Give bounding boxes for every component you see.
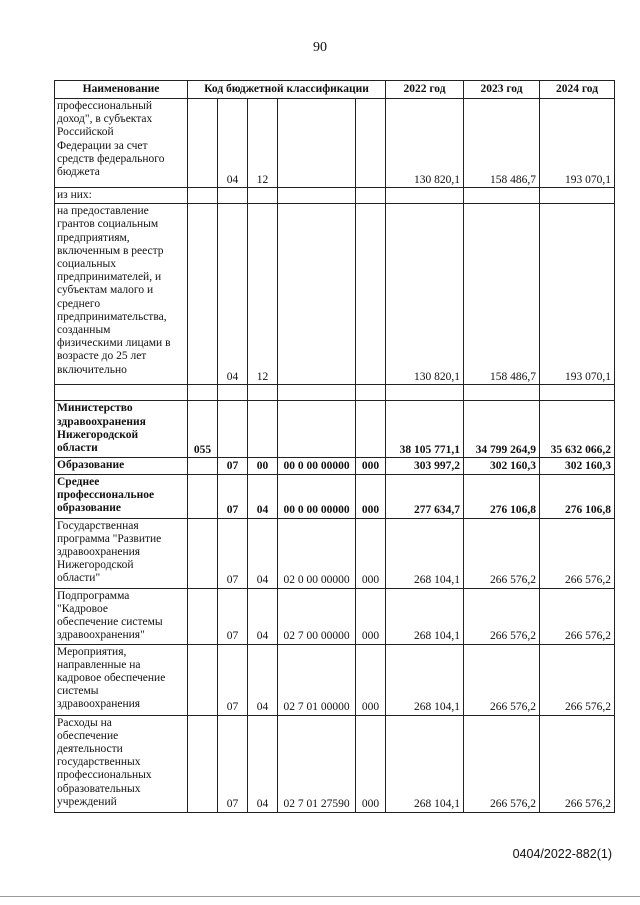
cell-csr: 00 0 00 00000: [278, 474, 356, 518]
cell-v2024: 276 106,8: [540, 474, 615, 518]
cell-v2022: 268 104,1: [386, 644, 464, 715]
cell-csr: 02 7 01 00000: [278, 644, 356, 715]
row-name-line: здравоохранения": [57, 629, 145, 642]
cell-v2023: 266 576,2: [464, 644, 540, 715]
cell-vr: 000: [356, 458, 386, 474]
row-name-line: здравоохранения: [57, 698, 141, 711]
cell-v2022: [386, 385, 464, 401]
row-name-line: Российской: [57, 126, 114, 139]
cell-v2024: 302 160,3: [540, 458, 615, 474]
cell-csr: [278, 188, 356, 204]
row-name-line: области": [57, 572, 101, 585]
cell-rz: 07: [218, 518, 248, 588]
cell-v2023: 266 576,2: [464, 588, 540, 644]
row-name-line: Нижегородской: [57, 428, 139, 441]
cell-v2024: [540, 188, 615, 204]
cell-csr: [278, 99, 356, 188]
header-2024: 2024 год: [540, 81, 615, 99]
budget-table: [54, 80, 615, 813]
row-name: [55, 99, 188, 188]
cell-vr: 000: [356, 518, 386, 588]
row-name-line: программа "Развитие: [57, 532, 162, 545]
row-name-line: кадровое обеспечение: [57, 672, 166, 685]
row-name-line: включительно: [57, 363, 127, 376]
row-name-line: Нижегородской: [57, 559, 134, 572]
cell-ved: [188, 715, 218, 812]
cell-ved: [188, 204, 218, 385]
cell-vr: 000: [356, 644, 386, 715]
cell-pr: 04: [248, 518, 278, 588]
cell-rz: 07: [218, 474, 248, 518]
row-name-line: Подпрограмма: [57, 589, 130, 602]
cell-rz: 07: [218, 715, 248, 812]
page-number: 90: [313, 40, 327, 55]
cell-v2022: 268 104,1: [386, 715, 464, 812]
row-name-line: Государственная: [57, 519, 139, 532]
cell-ved: [188, 644, 218, 715]
table-row: [55, 518, 615, 588]
row-name-line: Федерации за счет: [57, 139, 148, 152]
cell-v2022: [386, 188, 464, 204]
header-row: [55, 81, 615, 99]
cell-vr: [356, 99, 386, 188]
cell-rz: 07: [218, 458, 248, 474]
row-name-line: созданным: [57, 324, 111, 337]
row-name-line: профессиональных: [57, 769, 152, 782]
row-name-line: образование: [57, 502, 121, 515]
row-name-line: социальных: [57, 258, 116, 271]
cell-v2024: 266 576,2: [540, 588, 615, 644]
row-name-line: здравоохранения: [57, 546, 141, 559]
cell-v2024: 193 070,1: [540, 204, 615, 385]
cell-v2023: 266 576,2: [464, 518, 540, 588]
row-name-line: образовательных: [57, 782, 141, 795]
cell-v2023: 158 486,7: [464, 204, 540, 385]
cell-v2023: 302 160,3: [464, 458, 540, 474]
cell-ved: [188, 385, 218, 401]
cell-rz: 07: [218, 644, 248, 715]
row-name-line: обеспечение системы: [57, 616, 163, 629]
header-code: Код бюджетной классификации: [188, 81, 386, 99]
row-name-line: субъектам малого и: [57, 284, 154, 297]
cell-pr: 00: [248, 458, 278, 474]
cell-csr: 02 7 01 27590: [278, 715, 356, 812]
cell-csr: [278, 385, 356, 401]
cell-rz: [218, 401, 248, 458]
row-name-line: системы: [57, 685, 99, 698]
row-name-line: доход", в субъектах: [57, 113, 153, 126]
cell-pr: 04: [248, 644, 278, 715]
cell-rz: 07: [218, 588, 248, 644]
row-name-line: направленные на: [57, 658, 141, 671]
row-name-line: Среднее: [57, 475, 100, 488]
cell-ved: [188, 474, 218, 518]
row-name: [55, 188, 188, 204]
cell-ved: [188, 588, 218, 644]
cell-vr: [356, 385, 386, 401]
table-row: [55, 188, 615, 204]
cell-v2022: 303 997,2: [386, 458, 464, 474]
cell-ved: 055: [188, 401, 218, 458]
row-name-line: включенным в реестр: [57, 244, 164, 257]
cell-csr: [278, 401, 356, 458]
cell-pr: [248, 385, 278, 401]
cell-v2022: 130 820,1: [386, 204, 464, 385]
cell-v2022: 130 820,1: [386, 99, 464, 188]
cell-v2023: 34 799 264,9: [464, 401, 540, 458]
row-name-line: среднего: [57, 297, 101, 310]
cell-v2023: 158 486,7: [464, 99, 540, 188]
row-name-line: учреждений: [57, 795, 117, 808]
row-name-line: грантов социальным: [57, 218, 159, 231]
row-name-line: средств федерального: [57, 152, 165, 165]
cell-pr: 12: [248, 99, 278, 188]
cell-ved: [188, 518, 218, 588]
row-name: [55, 588, 188, 644]
row-name-line: Мероприятия,: [57, 645, 127, 658]
table-row: [55, 474, 615, 518]
cell-vr: [356, 204, 386, 385]
header-name: Наименование: [55, 81, 188, 99]
row-name-line: обеспечение: [57, 729, 119, 742]
cell-pr: 12: [248, 204, 278, 385]
cell-v2024: 266 576,2: [540, 518, 615, 588]
cell-v2023: 266 576,2: [464, 715, 540, 812]
cell-csr: 00 0 00 00000: [278, 458, 356, 474]
row-name-line: предприятиям,: [57, 231, 130, 244]
row-name: [55, 715, 188, 812]
row-name-line: профессиональный: [57, 100, 152, 112]
cell-pr: [248, 188, 278, 204]
cell-v2024: 35 632 066,2: [540, 401, 615, 458]
cell-v2022: 268 104,1: [386, 518, 464, 588]
row-name-line: физическими лицами в: [57, 337, 171, 350]
cell-v2024: 266 576,2: [540, 715, 615, 812]
cell-pr: 04: [248, 588, 278, 644]
cell-vr: 000: [356, 588, 386, 644]
cell-rz: [218, 188, 248, 204]
cell-vr: [356, 188, 386, 204]
table-row: [55, 99, 615, 188]
row-name-line: области: [57, 442, 98, 455]
row-name-line: государственных: [57, 756, 141, 769]
row-name-line: Расходы на: [57, 716, 112, 729]
row-name-line: на предоставление: [57, 205, 149, 218]
cell-vr: [356, 401, 386, 458]
cell-ved: [188, 188, 218, 204]
row-name-line: профессиональное: [57, 488, 155, 501]
cell-v2023: 276 106,8: [464, 474, 540, 518]
cell-v2024: 193 070,1: [540, 99, 615, 188]
cell-pr: 04: [248, 474, 278, 518]
cell-rz: 04: [218, 204, 248, 385]
cell-v2023: [464, 385, 540, 401]
cell-pr: [248, 401, 278, 458]
table-row: [55, 644, 615, 715]
cell-pr: 04: [248, 715, 278, 812]
row-name-line: из них:: [57, 189, 92, 201]
cell-vr: 000: [356, 474, 386, 518]
row-name-line: бюджета: [57, 166, 100, 179]
cell-rz: 04: [218, 99, 248, 188]
row-name-line: предпринимательства,: [57, 310, 167, 323]
table-row: [55, 204, 615, 385]
row-name: [55, 518, 188, 588]
cell-vr: 000: [356, 715, 386, 812]
row-name: [55, 474, 188, 518]
cell-csr: 02 0 00 00000: [278, 518, 356, 588]
cell-csr: 02 7 00 00000: [278, 588, 356, 644]
cell-v2022: 277 634,7: [386, 474, 464, 518]
table-row: [55, 401, 615, 458]
table-row: [55, 715, 615, 812]
document-code: 0404/2022-882(1): [512, 847, 612, 861]
row-name: [55, 644, 188, 715]
table-row: [55, 385, 615, 401]
row-name-line: возрасте до 25 лет: [57, 350, 147, 363]
cell-ved: [188, 99, 218, 188]
header-2023: 2023 год: [464, 81, 540, 99]
table-row: [55, 588, 615, 644]
cell-v2023: [464, 188, 540, 204]
cell-csr: [278, 204, 356, 385]
cell-ved: [188, 458, 218, 474]
row-name-line: "Кадровое: [57, 602, 109, 615]
row-name-line: [57, 386, 185, 399]
cell-v2022: 38 105 771,1: [386, 401, 464, 458]
row-name: [55, 401, 188, 458]
cell-v2024: 266 576,2: [540, 644, 615, 715]
cell-rz: [218, 385, 248, 401]
row-name: [55, 385, 188, 401]
page-edge-line: [0, 896, 640, 897]
row-name-line: здравоохранения: [57, 415, 146, 428]
cell-v2024: [540, 385, 615, 401]
row-name: [55, 458, 188, 474]
header-2022: 2022 год: [386, 81, 464, 99]
row-name-line: предпринимателей, и: [57, 271, 162, 284]
row-name-line: Министерство: [57, 402, 133, 415]
row-name-line: деятельности: [57, 743, 123, 756]
table-row: [55, 458, 615, 474]
row-name: [55, 204, 188, 385]
row-name-line: Образование: [57, 459, 125, 472]
cell-v2022: 268 104,1: [386, 588, 464, 644]
